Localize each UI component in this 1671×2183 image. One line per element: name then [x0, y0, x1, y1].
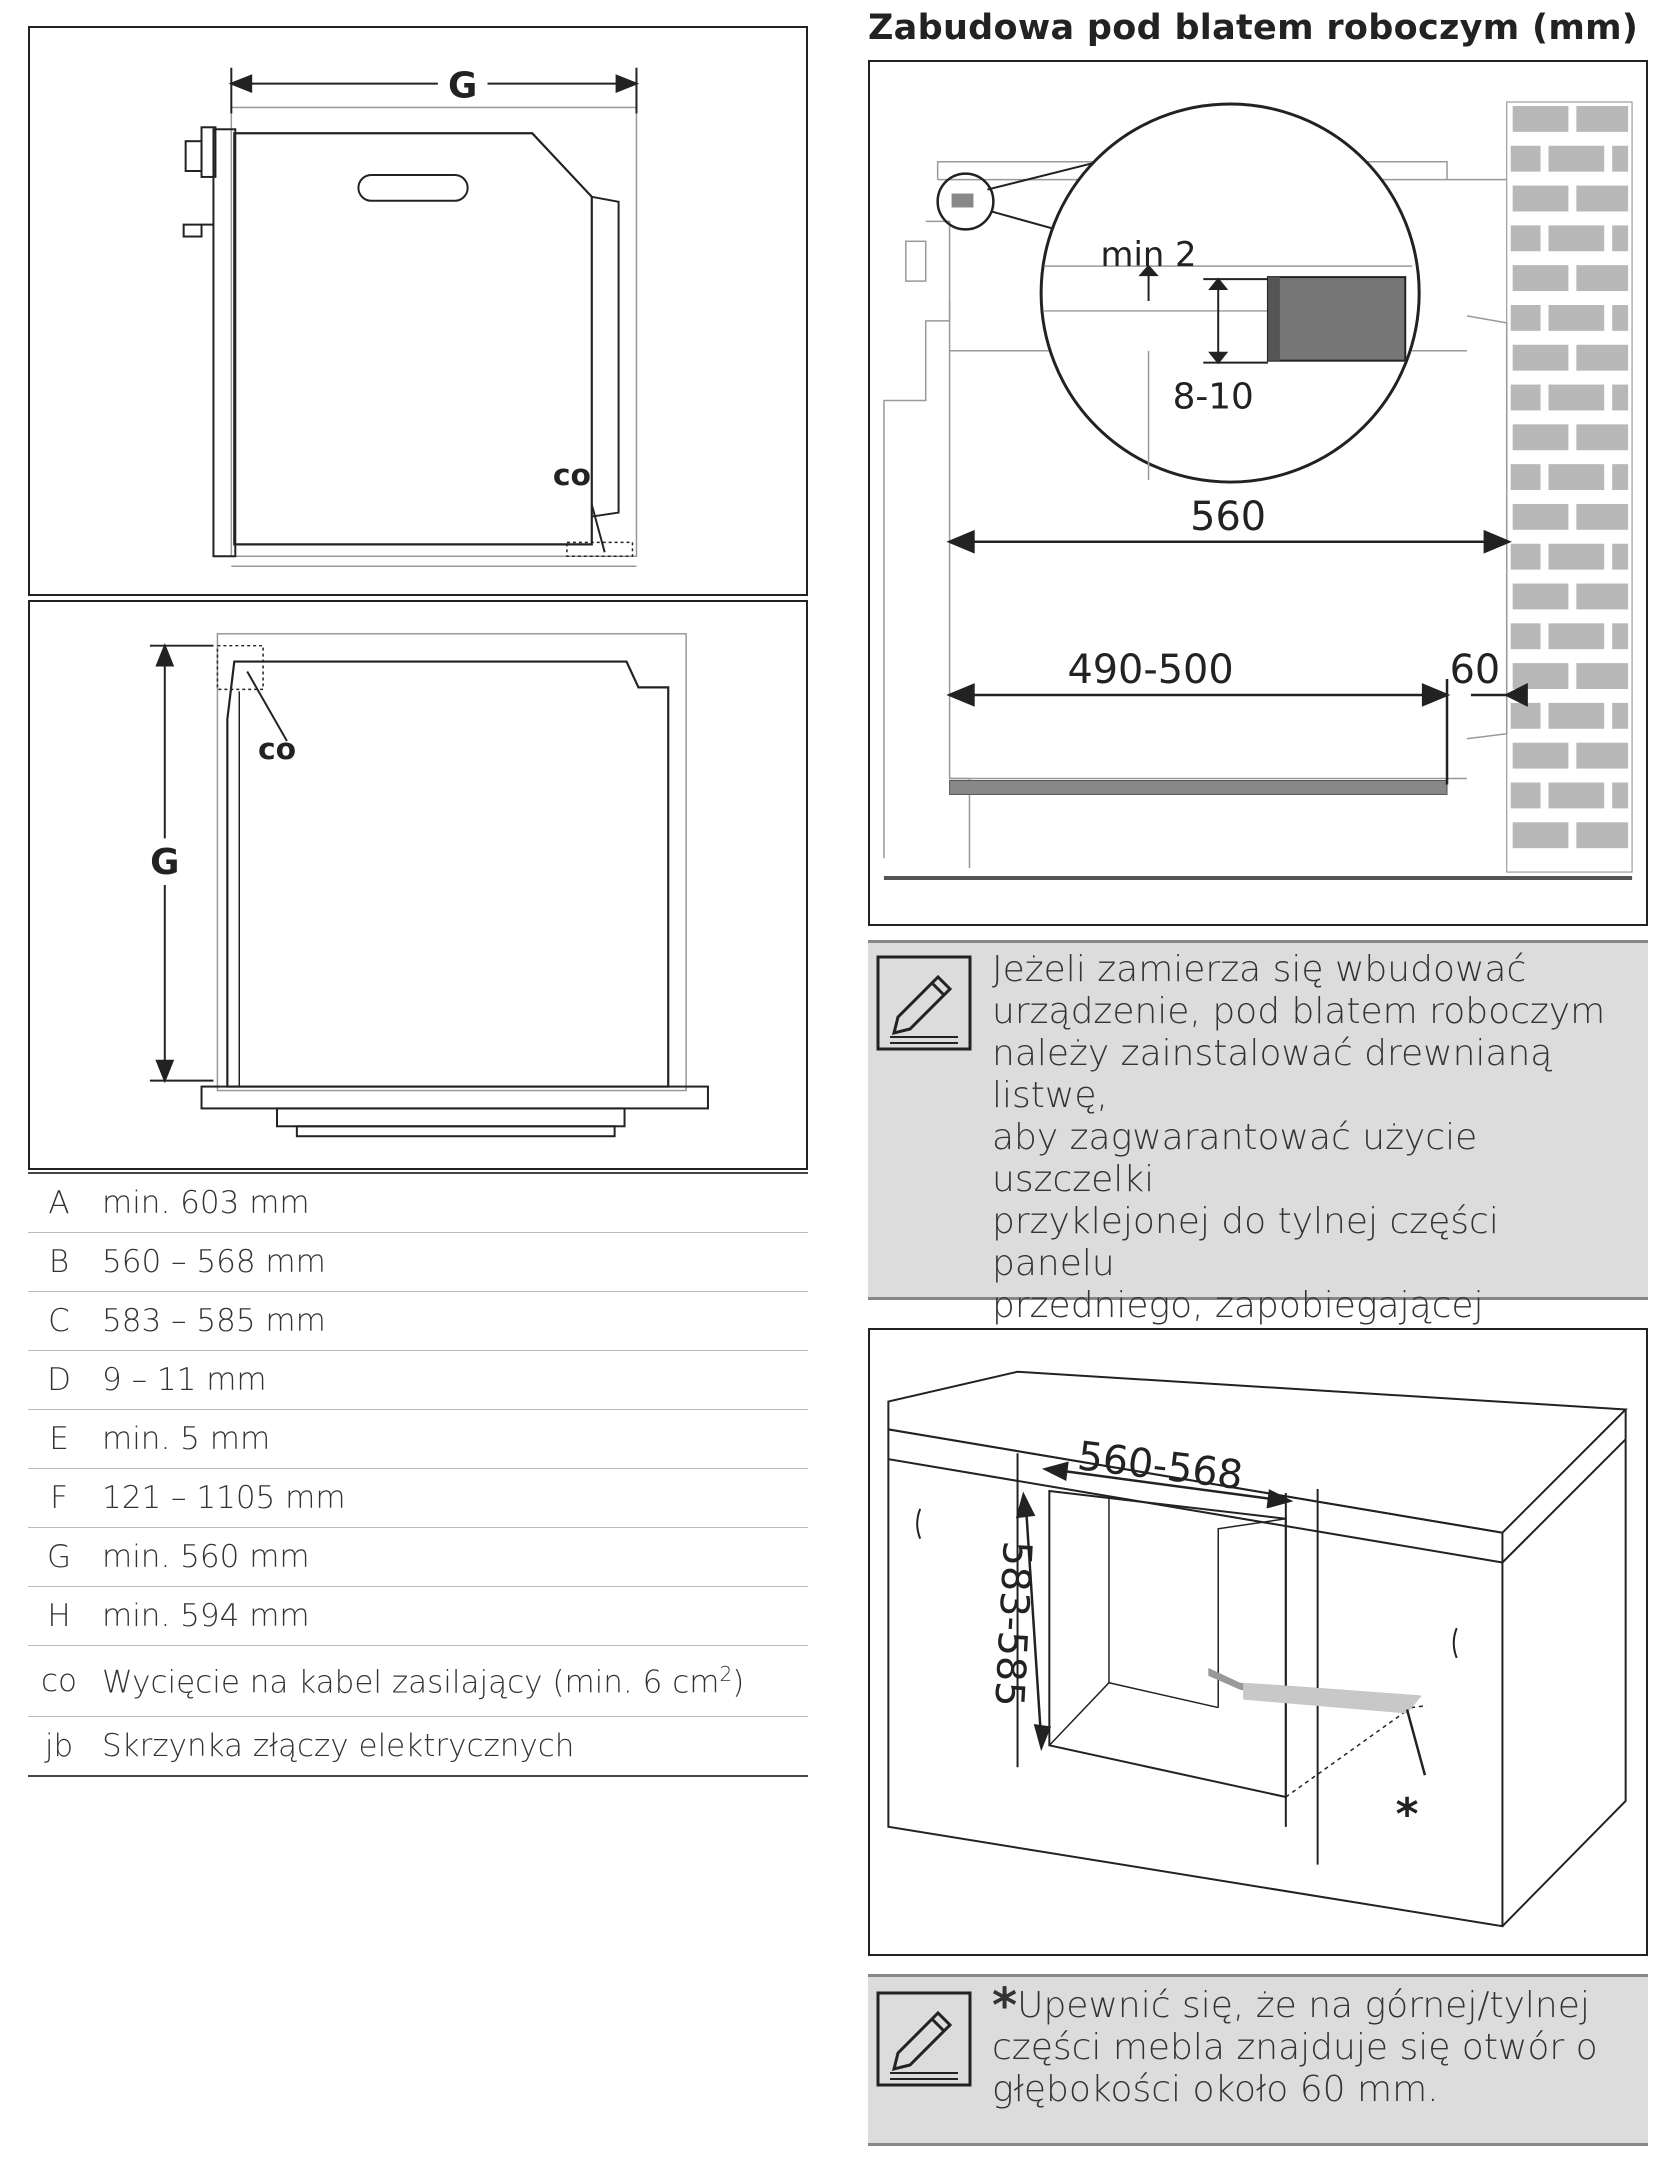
superscript: 2: [719, 1661, 733, 1686]
brick: [1511, 703, 1541, 729]
cable-cutout-label: co: [257, 731, 297, 767]
spec-value-text: Wycięcie na kabel zasilający (min. 6 cm: [102, 1664, 720, 1701]
brick: [1549, 225, 1605, 251]
note-line: urządzenie, pod blatem roboczym: [992, 991, 1606, 1032]
note-line: przyklejonej do tylnej części panelu: [992, 1201, 1499, 1284]
asterisk-marker: *: [1395, 1788, 1419, 1840]
brick: [1612, 305, 1628, 331]
spec-row: [28, 1469, 808, 1528]
brick: [1612, 703, 1628, 729]
spec-value: min. 594 mm: [102, 1598, 310, 1634]
brick: [1576, 584, 1628, 610]
brick: [1511, 225, 1541, 251]
brick: [1576, 743, 1628, 769]
diagram-cabinet-opening: [868, 1328, 1648, 1956]
brick: [1511, 146, 1541, 172]
brick: [1513, 345, 1569, 371]
brick: [1612, 464, 1628, 490]
brick: [1513, 584, 1569, 610]
spec-row: [28, 1174, 808, 1233]
side-view-drawing: [30, 28, 806, 594]
spec-value: min. 560 mm: [102, 1539, 310, 1575]
dimension-label-490-500: 490-500: [1067, 647, 1234, 694]
dimension-label-560: 560: [1190, 493, 1267, 540]
dimension-label-560-568: 560-568: [1075, 1433, 1246, 1500]
spec-row: [28, 1717, 808, 1777]
note-line: głębokości około 60 mm.: [992, 2069, 1439, 2110]
pencil-note-icon: [876, 1991, 972, 2087]
spec-value: min. 603 mm: [102, 1185, 310, 1221]
under-counter-drawing: [870, 62, 1646, 924]
spec-key: jb: [44, 1728, 74, 1764]
depth-opening-note: [868, 1974, 1648, 2146]
brick: [1576, 265, 1628, 291]
spec-key: A: [48, 1185, 70, 1221]
spec-row: [28, 1646, 808, 1717]
brick: [1549, 385, 1605, 411]
spec-row: [28, 1587, 808, 1646]
brick: [1513, 743, 1569, 769]
brick: [1576, 822, 1628, 848]
brick: [1549, 146, 1605, 172]
spec-row: [28, 1351, 808, 1410]
diagram-under-counter-install: [868, 60, 1648, 926]
dimension-spec-table: [28, 1172, 808, 1777]
spec-key: B: [48, 1244, 70, 1280]
spec-value: 560 – 568 mm: [102, 1244, 326, 1280]
spec-key: D: [47, 1362, 71, 1398]
spec-value: 9 – 11 mm: [102, 1362, 267, 1398]
dimension-label-60: 60: [1449, 647, 1501, 694]
note-line: części mebla znajduje się otwór o: [992, 2027, 1598, 2068]
spec-key: F: [50, 1480, 68, 1516]
dimension-label-583-585: 583-585: [985, 1539, 1040, 1708]
spec-value: min. 5 mm: [102, 1421, 271, 1457]
page-title: Zabudowa pod blatem roboczym (mm): [868, 8, 1639, 48]
note-line: [992, 1978, 1632, 2034]
brick: [1513, 106, 1569, 132]
spec-key: co: [40, 1663, 77, 1699]
spec-key: E: [49, 1421, 69, 1457]
dimension-label-g: G: [150, 842, 180, 884]
note-line: Jeżeli zamierza się wbudować: [992, 949, 1527, 990]
brick: [1549, 623, 1605, 649]
spec-value: [90, 1662, 744, 1700]
asterisk-marker: *: [992, 1978, 1018, 2034]
spec-value: 583 – 585 mm: [102, 1303, 326, 1339]
brick: [1576, 186, 1628, 212]
brick: [1513, 822, 1569, 848]
diagram-oven-side-view: [28, 26, 808, 596]
brick: [1511, 305, 1541, 331]
brick: [1511, 544, 1541, 570]
cable-cutout-label: co: [552, 457, 591, 493]
brick: [1576, 106, 1628, 132]
note-line: należy zainstalować drewnianą listwę,: [992, 1033, 1553, 1116]
diagram-oven-front-view: [28, 600, 808, 1170]
brick: [1612, 146, 1628, 172]
note-line: aby zagwarantować użycie uszczelki: [992, 1117, 1478, 1200]
brick: [1513, 186, 1569, 212]
brick: [1612, 385, 1628, 411]
spec-row: [28, 1528, 808, 1587]
spec-row: [28, 1410, 808, 1469]
brick: [1612, 225, 1628, 251]
spec-row: [28, 1292, 808, 1351]
note-line-text: Upewnić się, że na górnej/tylnej: [1017, 1985, 1590, 2026]
note-text: [992, 1978, 1632, 2111]
brick: [1513, 663, 1569, 689]
brick: [1612, 623, 1628, 649]
dimension-label-8-10: 8-10: [1172, 376, 1254, 418]
dimension-label-min2: min 2: [1100, 235, 1197, 275]
brick: [1511, 623, 1541, 649]
spec-key: C: [48, 1303, 70, 1339]
brick: [1513, 504, 1569, 530]
brick: [1576, 424, 1628, 450]
brick: [1549, 544, 1605, 570]
installation-note: [868, 940, 1648, 1326]
note-line: przedniego, zapobiegającej: [992, 1285, 1484, 1326]
brick: [1549, 464, 1605, 490]
magnified-detail: [1041, 104, 1419, 482]
front-view-drawing: [30, 602, 806, 1168]
brick: [1576, 504, 1628, 530]
brick: [1511, 464, 1541, 490]
brick: [1513, 265, 1569, 291]
spec-value: 121 – 1105 mm: [102, 1480, 346, 1516]
brick: [1511, 783, 1541, 809]
brick: [1576, 345, 1628, 371]
brick: [1612, 783, 1628, 809]
spec-value: Skrzynka złączy elektrycznych: [102, 1728, 575, 1764]
spec-row: [28, 1233, 808, 1292]
pencil-note-icon: [876, 955, 972, 1051]
brick: [1549, 703, 1605, 729]
brick: [1513, 424, 1569, 450]
brick: [1549, 305, 1605, 331]
spec-key: G: [46, 1539, 72, 1575]
brick: [1576, 663, 1628, 689]
dimension-label-g: G: [448, 65, 478, 107]
brick: [1549, 783, 1605, 809]
spec-value-suffix: ): [732, 1664, 745, 1701]
brick-wall: [1507, 102, 1632, 872]
spec-key: H: [47, 1598, 71, 1634]
brick: [1511, 385, 1541, 411]
cabinet-drawing: [870, 1330, 1646, 1954]
brick: [1612, 544, 1628, 570]
